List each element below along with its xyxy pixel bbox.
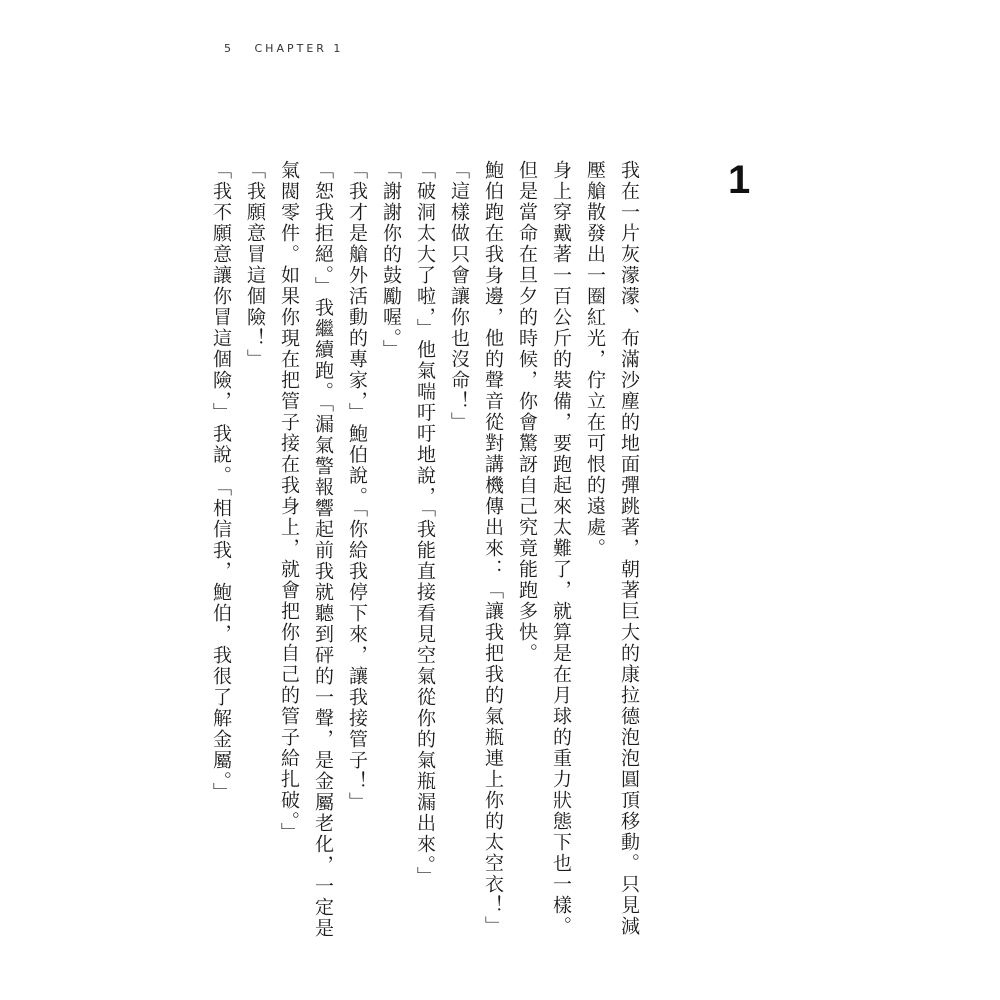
paragraph: 「恕我拒絕。」我繼續跑。「漏氣警報響起前我就聽到砰的一聲，是金屬老化，一定是氣閥零件。如果你現在把管子接在我身上，就會把你自己的管子給扎破。」 bbox=[278, 160, 334, 939]
paragraph: 「我願意冒這個險！」 bbox=[244, 160, 266, 370]
paragraph: 身上穿戴著一百公斤的裝備，要跑起來太難了，就算是在月球的重力狀態下也一樣。但是當命在旦夕的時候，你會驚訝自己究竟能跑多快。 bbox=[516, 160, 572, 937]
page-number: 5 bbox=[224, 42, 234, 55]
paragraph: 「這樣做只會讓你也沒命！」 bbox=[448, 160, 470, 433]
running-head bbox=[224, 42, 343, 55]
paragraph: 鮑伯跑在我身邊，他的聲音從對講機傳出來：「讓我把我的氣瓶連上你的太空衣！」 bbox=[482, 160, 504, 937]
paragraph: 「我才是艙外活動的專家，」鮑伯說。「你給我停下來，讓我接管子！」 bbox=[346, 160, 368, 813]
chapter-number: 1 bbox=[728, 158, 751, 202]
paragraph: 我在一片灰濛濛、布滿沙塵的地面彈跳著，朝著巨大的康拉德泡泡圓頂移動。只見減壓艙散發出一圈紅光，佇立在可恨的遠處。 bbox=[584, 160, 640, 937]
body-text bbox=[210, 160, 646, 950]
paragraph: 「謝謝你的鼓勵喔。」 bbox=[380, 160, 402, 361]
paragraph: 「破洞太大了啦，」他氣喘吁吁地說，「我能直接看見空氣從你的氣瓶漏出來。」 bbox=[414, 160, 436, 888]
chapter-label: CHAPTER 1 bbox=[254, 42, 344, 55]
paragraph: 「我不願意讓你冒這個險，」我說。「相信我，鮑伯，我很了解金屬。」 bbox=[210, 160, 232, 804]
